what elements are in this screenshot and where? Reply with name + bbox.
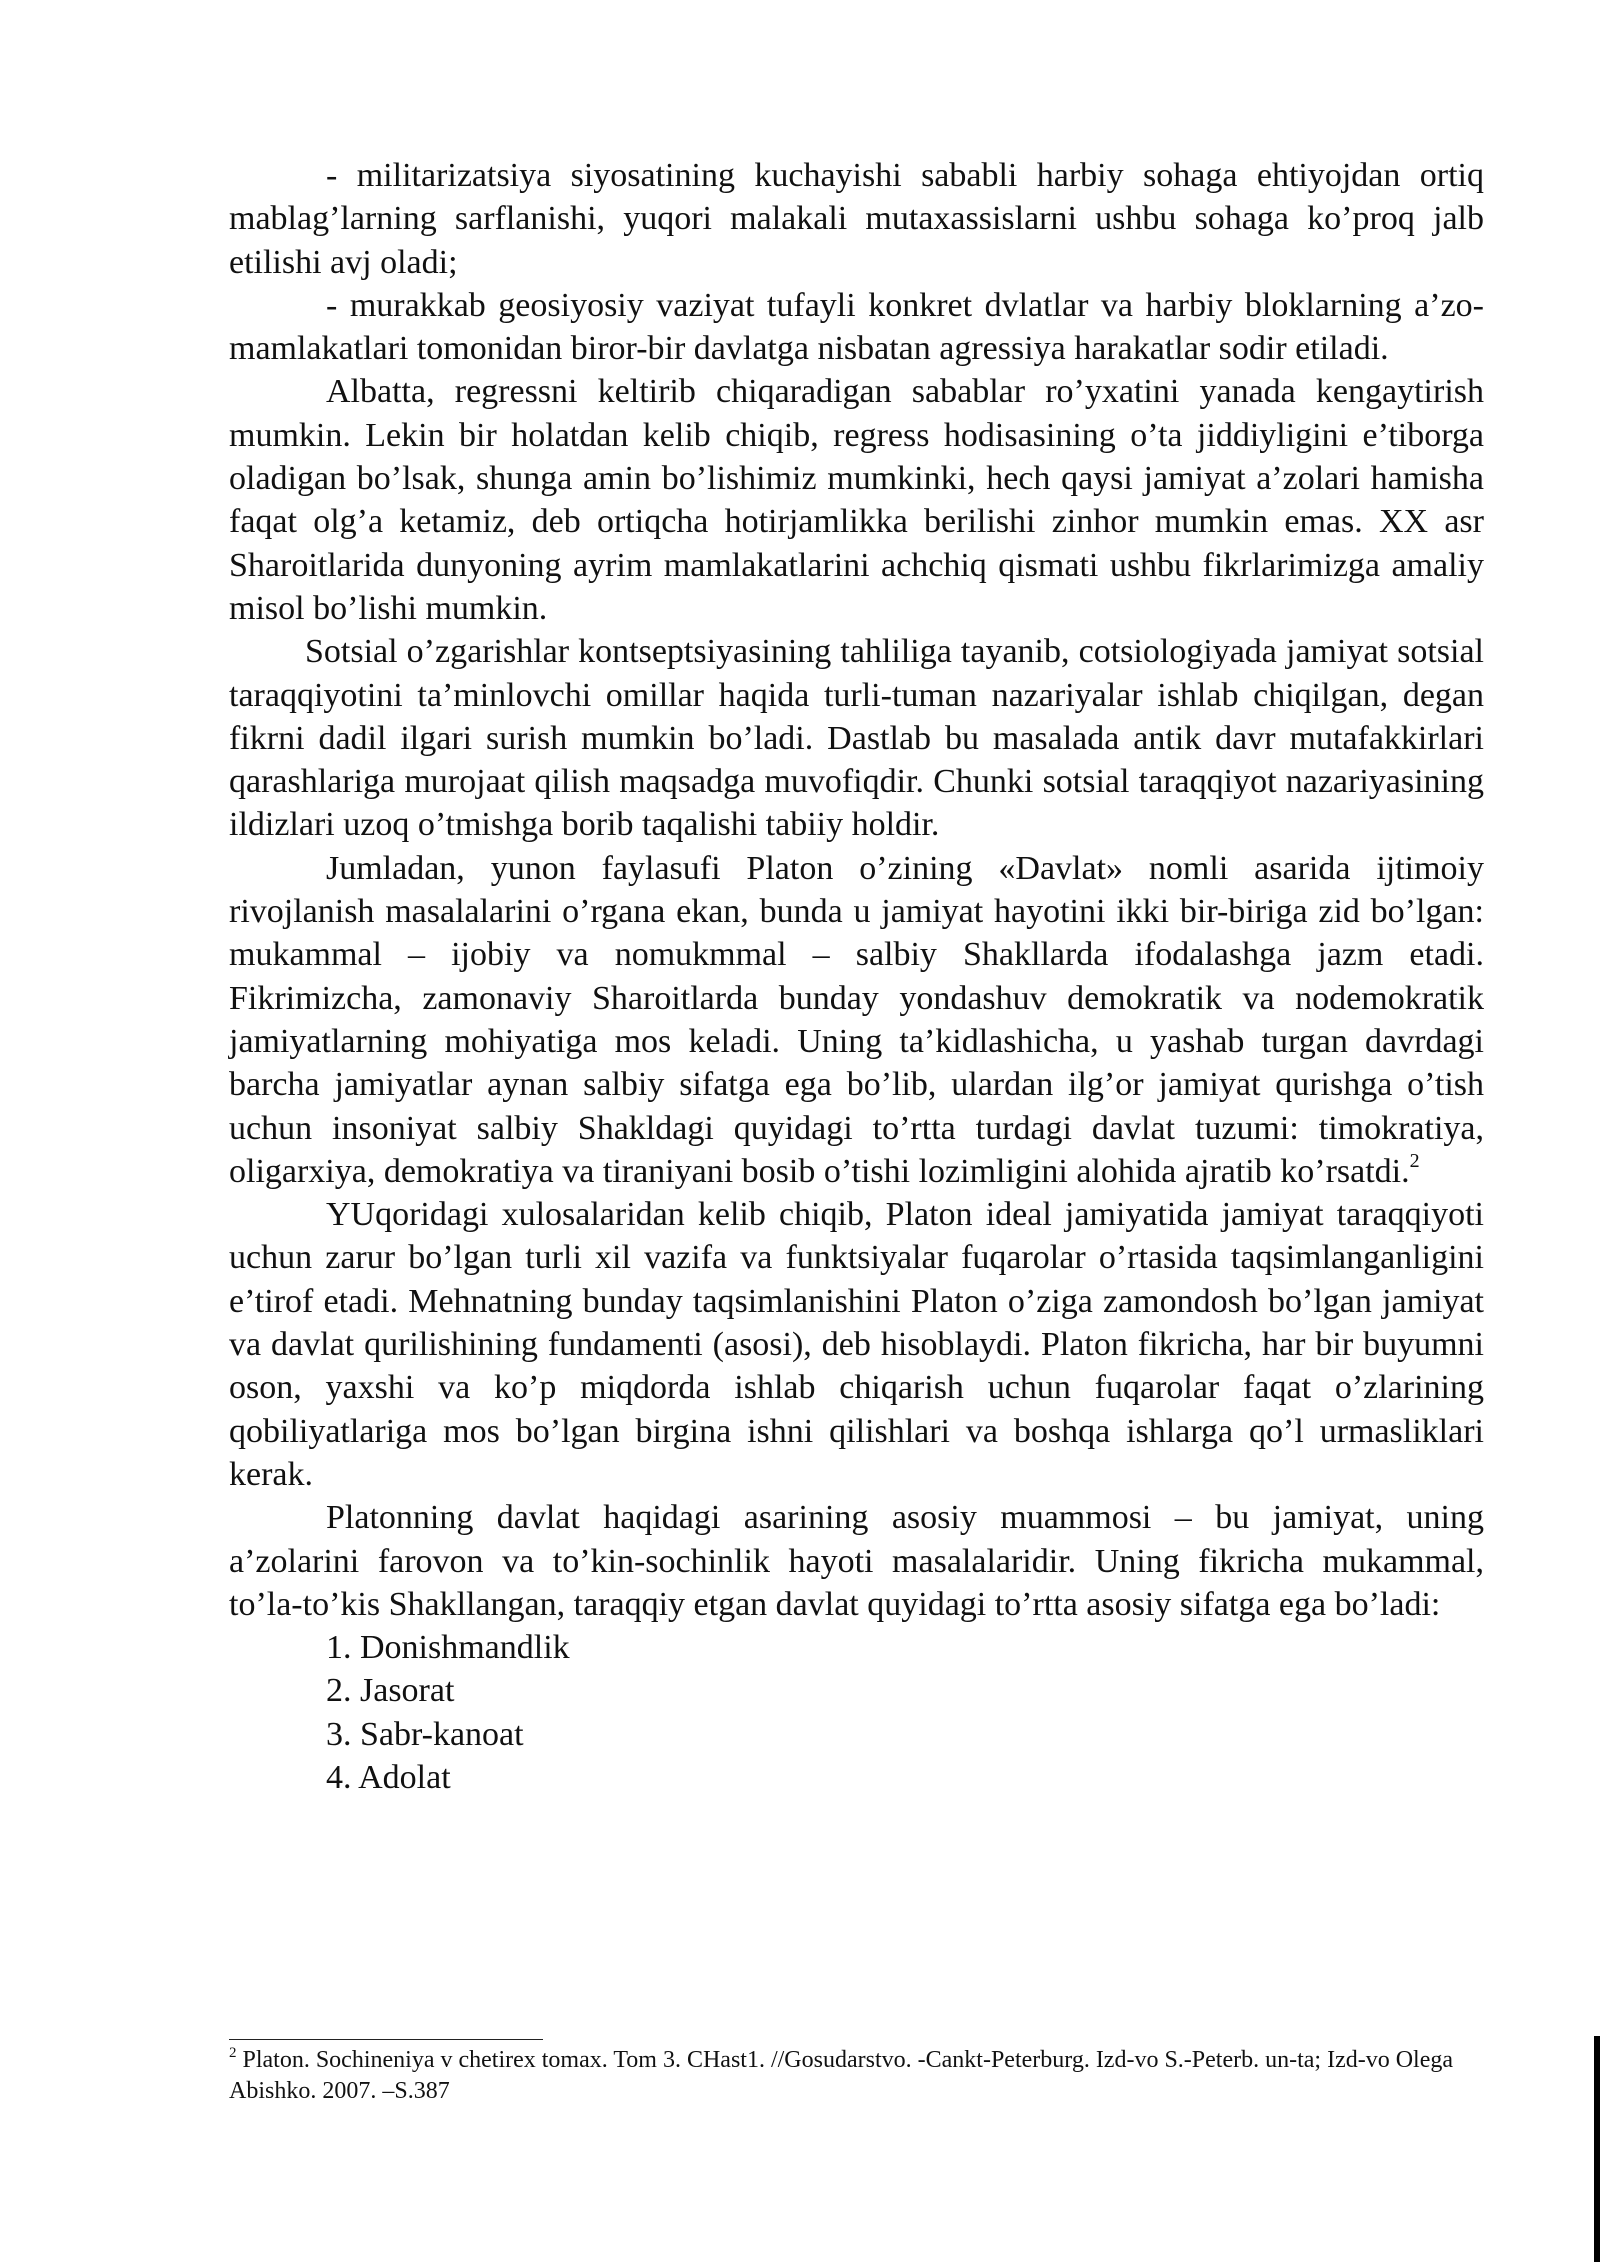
list-item: 2. Jasorat <box>326 1672 455 1710</box>
paragraph-platon-state-text: Jumladan, yunon faylasufi Platon o’zining «Davlat» nomli asarida ijtimoiy rivojlanish masalalarini o’rgana ekan, bunda u jamiyat hayotini ikki bir-biriga zid bo’lgan: mukammal – ijobiy va nomukmmal – salbiy Shakllarda ifodalashga jazm etadi. Fikrimizcha, zamonaviy Sharoitlarda bunday yondashuv demokratik va nodemokratik jamiyatlarning mohiyatiga mos keladi. Uning ta’kidlashicha, u yashab turgan davrdagi barcha jamiyatlar aynan salbiy sifatga ega bo’lib, ulardan ilg’or jamiyat qurishga o’tish uchun insoniyat salbiy Shakldagi quyidagi to’rtta turdagi davlat tuzumi: timokratiya, oligarxiya, demokratiya va tiraniyani bosib o’tishi lozimligini alohida ajratib ko’rsatdi. <box>229 849 1484 1190</box>
page-edge-bar <box>1594 2036 1600 2262</box>
footnote-number: 2 <box>229 2045 237 2061</box>
footnote-separator <box>229 2039 543 2040</box>
footnote <box>229 2045 1484 2107</box>
body-text <box>229 154 1484 1799</box>
paragraph-militarization: - militarizatsiya siyosatining kuchayishi sababli harbiy sohaga ehtiyojdan ortiq mablag’larning sarflanishi, yuqori malakali mutaxassislarni ushbu sohaga ko’proq jalb etilishi avj oladi; <box>229 157 1484 281</box>
paragraph-geopolitics: - murakkab geosiyosiy vaziyat tufayli konkret dvlatlar va harbiy bloklarning a’zo-mamlakatlari tomonidan biror-bir davlatga nisbatan agressiya harakatlar sodir etiladi. <box>229 286 1484 368</box>
footnote-text: Platon. Sochineniya v chetirex tomax. Tom 3. CHast1. //Gosudarstvo. -Cankt-Peterburg. Izd-vo S.-Peterb. un-ta; Izd-vo Olega Abishko. 2007. –S.387 <box>229 2047 1454 2104</box>
list-item: 1. Donishmandlik <box>326 1629 570 1667</box>
footnote-reference[interactable]: 2 <box>1409 1149 1420 1172</box>
paragraph-regress-causes: Albatta, regressni keltirib chiqaradigan sabablar ro’yxatini yanada kengaytirish mumkin. Lekin bir holatdan kelib chiqib, regress hodisasining o’ta jiddiyligini e’tiborga oladigan bo’lsak, shunga amin bo’lishimiz mumkinki, hech qaysi jamiyat a’zolari hamisha faqat olg’a ketamiz, deb ortiqcha hotirjamlikka berilishi zinhor mumkin emas. XX asr Sharoitlarida dunyoning ayrim mamlakatlarini achchiq qismati ushbu fikrlarimizga amaliy misol bo’lishi mumkin. <box>229 373 1484 627</box>
paragraph-platon-state <box>229 847 1484 1193</box>
paragraph-virtues-intro: Platonning davlat haqidagi asarining asosiy muammosi – bu jamiyat, uning a’zolarini farovon va to’kin-sochinlik hayoti masalalaridir. Uning fikricha mukammal, to’la-to’kis Shakllangan, taraqqiy etgan davlat quyidagi to’rtta asosiy sifatga ega bo’ladi: <box>229 1499 1484 1623</box>
list-item: 4. Adolat <box>326 1758 451 1796</box>
paragraph-division-of-labor: YUqoridagi xulosalaridan kelib chiqib, Platon ideal jamiyatida jamiyat taraqqiyoti uchun zarur bo’lgan turli xil vazifa va funktsiyalar fuqarolar o’rtasida taqsimlanganligini e’tirof etadi. Mehnatning bunday taqsimlanishini Platon o’ziga zamondosh bo’lgan jamiyat va davlat qurilishining fundamenti (asosi), deb hisoblaydi. Platon fikricha, har bir buyumni oson, yaxshi va ko’p miqdorda ishlab chiqarish uchun fuqarolar faqat o’zlarining qobiliyatlariga mos bo’lgan birgina ishni qilishlari va boshqa ishlarga qo’l urmasliklari kerak. <box>229 1196 1484 1493</box>
list-item: 3. Sabr-kanoat <box>326 1715 524 1753</box>
paragraph-social-change: Sotsial o’zgarishlar kontseptsiyasining tahliliga tayanib, cotsiologiyada jamiyat sotsial taraqqiyotini ta’minlovchi omillar haqida turli-tuman nazariyalar ishlab chiqilgan, degan fikrni dadil ilgari surish mumkin bo’ladi. Dastlab bu masalada antik davr mutafakkirlari qarashlariga murojaat qilish maqsadga muvofiqdir. Chunki sotsial taraqqiyot nazariyasining ildizlari uzoq o’tmishga borib taqalishi tabiiy holdir. <box>229 633 1484 844</box>
virtues-list <box>229 1626 1484 1799</box>
